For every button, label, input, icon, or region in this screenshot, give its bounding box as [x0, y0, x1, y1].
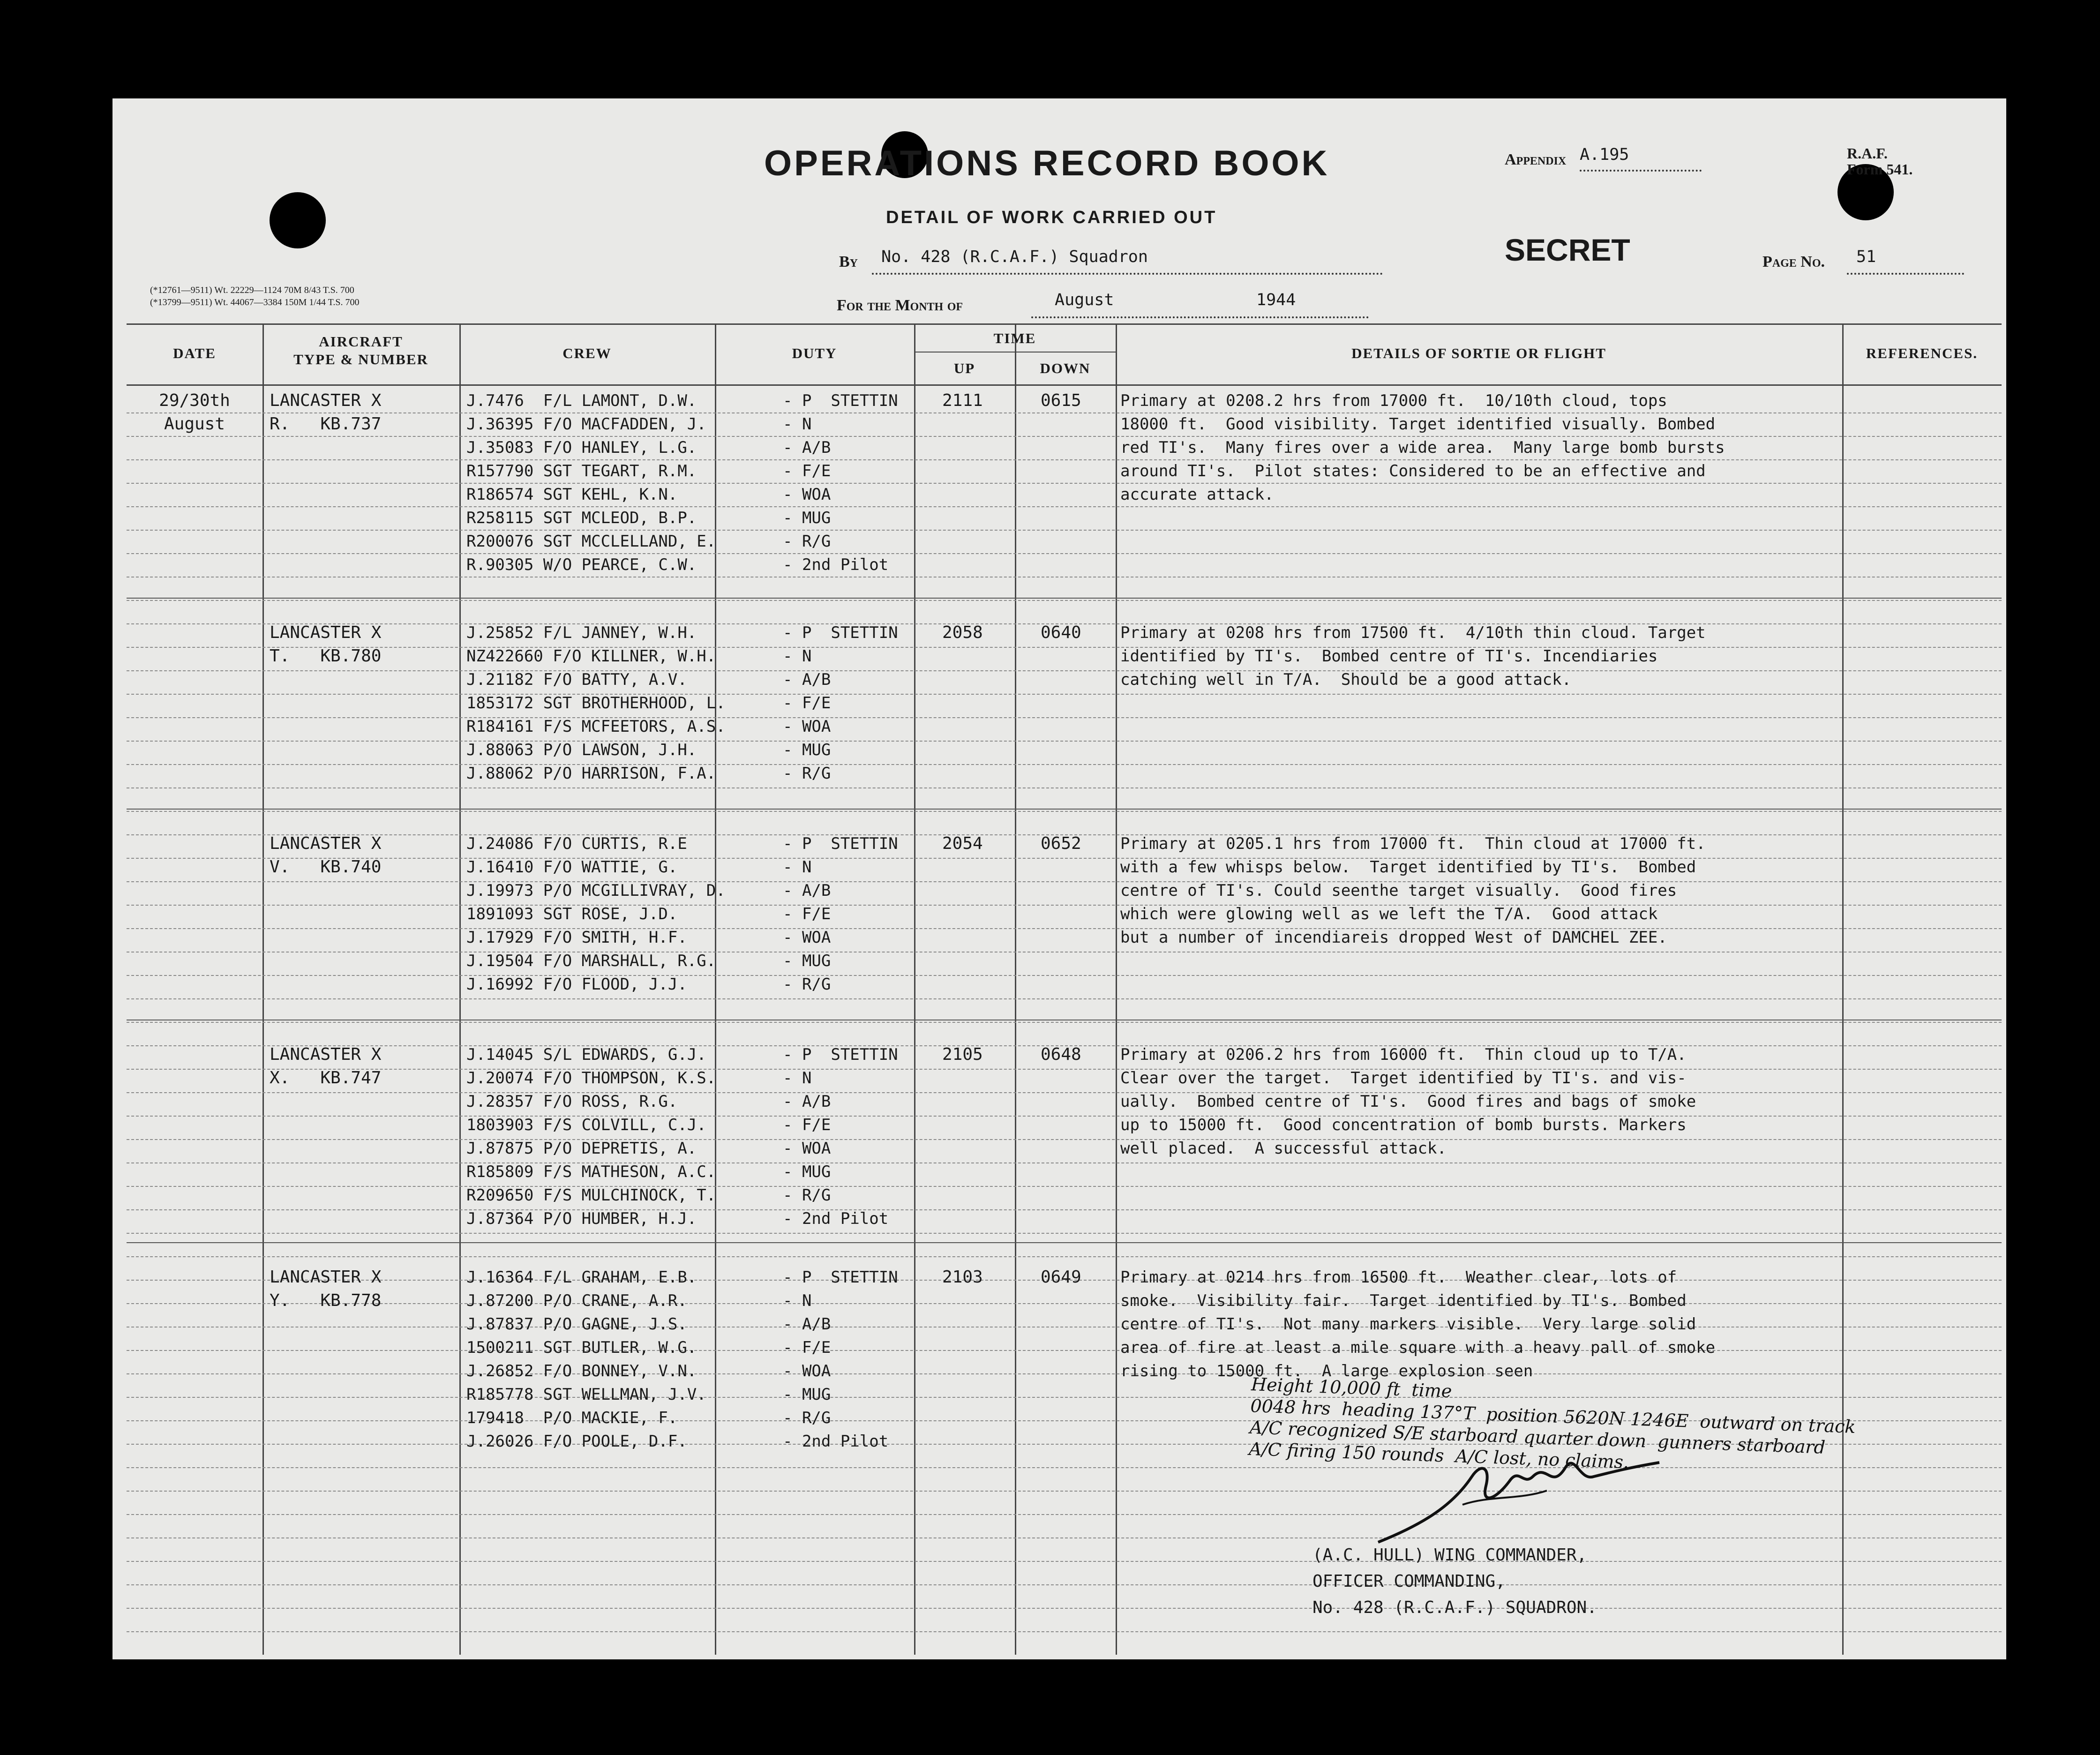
sortie-time-up: 2058: [942, 623, 983, 642]
ruled-line: [127, 577, 2002, 578]
ruled-line: [127, 741, 2002, 742]
ruled-line: [127, 1373, 2002, 1374]
col-header-date: DATE: [173, 345, 216, 361]
sortie-time-down: 0615: [1041, 391, 1081, 410]
sortie-duty: - P STETTIN - N - A/B - F/E - WOA - MUG - R/G - 2nd Pilot: [783, 1045, 898, 1228]
ruled-line: [127, 1116, 2002, 1117]
col-divider-2: [459, 323, 461, 1655]
ruled-line: [127, 1608, 2002, 1609]
col-header-crew: CREW: [562, 345, 612, 361]
ruled-line: [127, 1327, 2002, 1328]
col-header-references: REFERENCES.: [1866, 345, 1978, 361]
sortie-duty: - P STETTIN - N - A/B - F/E - WOA - MUG - R/G: [783, 623, 898, 783]
sortie-aircraft: LANCASTER X R. KB.737: [270, 391, 382, 434]
col-divider-6: [1116, 323, 1117, 1655]
form-subtitle: DETAIL OF WORK CARRIED OUT: [886, 208, 1217, 227]
ruled-line: [127, 1209, 2002, 1210]
ruled-line: [127, 1162, 2002, 1163]
appendix-dots: [1580, 170, 1702, 172]
sortie-aircraft: LANCASTER X V. KB.740: [270, 834, 382, 877]
ruled-line: [127, 530, 2002, 531]
sortie-crew: J.25852 F/L JANNEY, W.H. NZ422660 F/O KILLNER, W.H. J.21182 F/O BATTY, A.V. 1853172 SGT BROTHERHOOD, L. R184161 F/S MCFEETORS, A.S. J.88063 P/O LAWSON, J.H. J.88062 P/O HARRISON, F.A.: [466, 623, 726, 783]
by-dots: [872, 273, 1383, 275]
sortie-time-down: 0648: [1041, 1045, 1081, 1064]
ruled-line: [127, 1186, 2002, 1187]
ruled-line: [127, 858, 2002, 859]
sortie-crew: J.16364 F/L GRAHAM, E.B. J.87200 P/O CRANE, A.R. J.87837 P/O GAGNE, J.S. 1500211 SGT BUTLER, W.G. J.26852 F/O BONNEY, V.N. R185778 SGT WELLMAN, J.V. 179418 P/O MACKIE, F. J.26026 F/O POOLE, D.F.: [466, 1268, 706, 1451]
sortie-details: Primary at 0208.2 hrs from 17000 ft. 10/10th cloud, tops 18000 ft. Good visibility. Target identified visually. Bombed red TI's. Many fires over a wide area. Many large bomb bursts around TI's. Pilot states: Considered to be an effective and accurate attack.: [1120, 391, 1725, 504]
ruled-line: [127, 1022, 2002, 1023]
sortie-crew: J.14045 S/L EDWARDS, G.J. J.20074 F/O THOMPSON, K.S. J.28357 F/O ROSS, R.G. 1803903 F/S COLVILL, C.J. J.87875 P/O DEPRETIS, A. R185809 F/S MATHESON, A.C. R209650 F/S MULCHINOCK, T. J.87364 P/O HUMBER, H.J.: [466, 1045, 716, 1228]
page-label: Page No.: [1762, 253, 1825, 270]
sortie-crew: J.7476 F/L LAMONT, D.W. J.36395 F/O MACFADDEN, J. J.35083 F/O HANLEY, L.G. R157790 SGT TEGART, R.M. R186574 SGT KEHL, K.N. R258115 SGT MCLEOD, B.P. R200076 SGT MCCLELLAND, E. R.90305 W/O PEARCE, C.W.: [466, 391, 716, 574]
sortie-duty: - P STETTIN - N - A/B - F/E - WOA - MUG - R/G - 2nd Pilot: [783, 1268, 898, 1451]
ruled-line: [127, 506, 2002, 507]
sortie-duty: - P STETTIN - N - A/B - F/E - WOA - MUG - R/G - 2nd Pilot: [783, 391, 898, 574]
ruled-line: [127, 1514, 2002, 1515]
year-value: 1944: [1256, 291, 1296, 309]
ruled-line: [127, 1491, 2002, 1492]
form-title: OPERATIONS RECORD BOOK: [764, 143, 1330, 183]
form-number: R.A.F. Form 541.: [1847, 145, 1913, 178]
month-value: August: [1055, 291, 1114, 309]
sortie-time-down: 0652: [1041, 834, 1081, 853]
ruled-line: [127, 928, 2002, 929]
signature-block: (A.C. HULL) WING COMMANDER, OFFICER COMMANDING, No. 428 (R.C.A.F.) SQUADRON.: [1312, 1545, 1597, 1617]
month-dots: [1031, 316, 1369, 318]
col-header-up: UP: [953, 360, 975, 376]
sortie-aircraft: LANCASTER X X. KB.747: [270, 1045, 382, 1088]
sortie-separator: [127, 598, 2002, 599]
ruled-line: [127, 600, 2002, 601]
sortie-time-down: 0640: [1041, 623, 1081, 642]
sortie-time-up: 2103: [942, 1268, 983, 1287]
ruled-line: [127, 647, 2002, 648]
sortie-separator: [127, 809, 2002, 810]
page-dots: [1847, 273, 1964, 275]
punch-hole-left: [270, 192, 326, 248]
ruled-line: [127, 694, 2002, 695]
ruled-line: [127, 1139, 2002, 1140]
appendix-label: Appendix: [1505, 151, 1567, 168]
ruled-line: [127, 1631, 2002, 1632]
print-codes: (*12761—9511) Wt. 22229—1124 70M 8/43 T.S. 700 (*13799—9511) Wt. 44067—3384 150M 1/44 T.S. 700: [150, 285, 360, 308]
handwritten-annotation: Height 10,000 ft time 0048 hrs heading 137°T position 5620N 1246E outward on track A/C recognized S/E starboard quarter down gunners starboard A/C firing 150 rounds A/C lost, no claims.: [1248, 1373, 1856, 1473]
ruled-line: [127, 811, 2002, 812]
ruled-line: [127, 553, 2002, 554]
ruled-line: [127, 1233, 2002, 1234]
page-value: 51: [1856, 248, 1876, 266]
col-header-duty: DUTY: [792, 345, 837, 361]
squadron-value: No. 428 (R.C.A.F.) Squadron: [881, 248, 1148, 266]
secret-stamp: SECRET: [1505, 232, 1630, 267]
ruled-line: [127, 1092, 2002, 1093]
col-header-aircraft: AIRCRAFT TYPE & NUMBER: [293, 333, 428, 368]
col-divider-1: [262, 323, 264, 1655]
sortie-details: Primary at 0208 hrs from 17500 ft. 4/10th thin cloud. Target identified by TI's. Bombed centre of TI's. Incendiaries catching well in T/A. Should be a good attack.: [1120, 623, 1706, 689]
table-top: [127, 323, 2002, 325]
sortie-time-down: 0649: [1041, 1268, 1081, 1287]
sortie-details: Primary at 0205.1 hrs from 17000 ft. Thin cloud at 17000 ft. with a few whisps below. Target identified by TI's. Bombed centre of TI's. Could seenthe target visually. Good fires which were glowing well as we left the T/A. Good attack but a number of incendiareis dropped West of DAMCHEL ZEE.: [1120, 834, 1706, 947]
sortie-separator: [127, 1242, 2002, 1243]
ruled-line: [127, 1303, 2002, 1304]
sortie-time-up: 2105: [942, 1045, 983, 1064]
by-label: By: [839, 253, 858, 270]
sortie-duty: - P STETTIN - N - A/B - F/E - WOA - MUG - R/G: [783, 834, 898, 994]
ruled-line: [127, 1256, 2002, 1257]
ruled-line: [127, 1069, 2002, 1070]
sortie-aircraft: LANCASTER X T. KB.780: [270, 623, 382, 666]
sortie-crew: J.24086 F/O CURTIS, R.E J.16410 F/O WATTIE, G. J.19973 P/O MCGILLIVRAY, D. 1891093 SGT ROSE, J.D. J.17929 F/O SMITH, H.F. J.19504 F/O MARSHALL, R.G. J.16992 F/O FLOOD, J.J.: [466, 834, 726, 994]
col-divider-5: [1015, 323, 1016, 1655]
record-sheet: [112, 98, 2006, 1659]
sortie-date: 29/30th August: [159, 391, 230, 434]
sortie-time-up: 2111: [942, 391, 983, 410]
ruled-line: [127, 670, 2002, 671]
col-divider-4: [914, 323, 915, 1655]
month-label: For the Month of: [837, 297, 963, 314]
ruled-line: [127, 905, 2002, 906]
ruled-line: [127, 1350, 2002, 1351]
sortie-details: Primary at 0214 hrs from 16500 ft. Weather clear, lots of smoke. Visibility fair. Target identified by TI's. Bombed centre of TI's. Not many markers visible. Very large solid area of fire at least a mile square with a heavy pall of smoke rising to 15000 ft. A large explosion seen: [1120, 1268, 1716, 1380]
ruled-line: [127, 1584, 2002, 1585]
col-header-details: DETAILS OF SORTIE OR FLIGHT: [1351, 345, 1606, 361]
header-bottom: [127, 384, 2002, 386]
sortie-time-up: 2054: [942, 834, 983, 853]
sortie-table: [127, 323, 2002, 1655]
ruled-line: [127, 717, 2002, 718]
col-header-time: TIME: [993, 330, 1036, 346]
ruled-line: [127, 881, 2002, 882]
signature-scrawl: [1369, 1448, 1697, 1552]
ruled-line: [127, 975, 2002, 976]
sortie-aircraft: LANCASTER X Y. KB.778: [270, 1268, 382, 1310]
sortie-details: Primary at 0206.2 hrs from 16000 ft. Thin cloud up to T/A. Clear over the target. Target identified by TI's. and vis- ually. Bombed centre of TI's. Good fires and bags of smoke up to 15000 ft. Good concentration of bomb bursts. Markers well placed. A successful attack.: [1120, 1045, 1696, 1158]
ruled-line: [127, 1561, 2002, 1562]
ruled-line: [127, 998, 2002, 999]
appendix-value: A.195: [1580, 145, 1629, 164]
col-header-down: DOWN: [1040, 360, 1091, 376]
ruled-line: [127, 764, 2002, 765]
